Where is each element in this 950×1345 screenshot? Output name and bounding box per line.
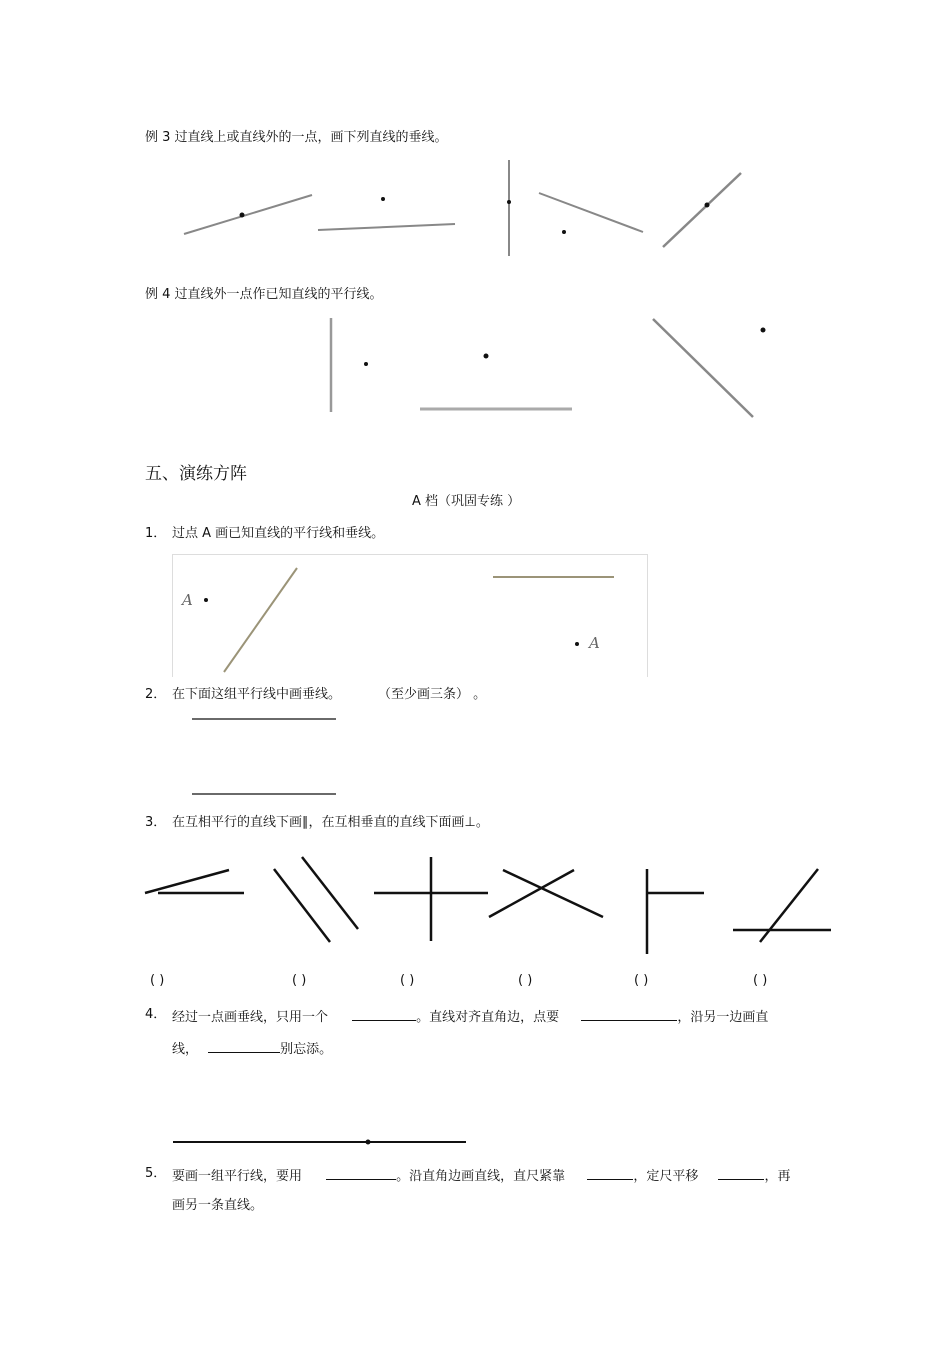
q4-part-1: 经过一点画垂线，只用一个 [172, 1010, 329, 1025]
q5-line-2: 画另一条直线。 [172, 1198, 264, 1213]
q2-number: 2． [145, 687, 167, 702]
q5-blank-2[interactable] [587, 1166, 633, 1180]
example-3-text: 例 3 过直线上或直线外的一点，画下列直线的垂线。 [145, 130, 448, 145]
q5-blank-3[interactable] [718, 1166, 764, 1180]
q3-answer-3[interactable]: ( ) [400, 973, 415, 988]
q1-point-label-1: A [182, 591, 193, 609]
q4-point [366, 1140, 371, 1145]
q5-part-1: 要画一组平行线，要用 [172, 1169, 303, 1184]
q4-part-3: ，沿另一边画直 [677, 1010, 769, 1025]
example-4-text: 例 4 过直线外一点作已知直线的平行线。 [145, 287, 383, 302]
q4-line2-b: 别忘添。 [280, 1042, 333, 1057]
q3-answer-1[interactable]: ( ) [150, 973, 165, 988]
q5-line-1 [172, 1166, 790, 1185]
q5-part-4: ，再 [764, 1169, 791, 1184]
q3-answer-4[interactable]: ( ) [518, 973, 533, 988]
q4-number: 4． [145, 1007, 167, 1022]
q1-point-label-2: A [589, 634, 600, 652]
q5-part-2: 。沿直角边画直线，直尺紧靠 [396, 1169, 566, 1184]
q2-text: 在下面这组平行线中画垂线。 [172, 687, 342, 702]
q3-text: 在互相平行的直线下画∥，在互相垂直的直线下面画⊥。 [172, 815, 489, 830]
q5-number: 5． [145, 1166, 167, 1181]
q1-text: 过点 A 画已知直线的平行线和垂线。 [172, 526, 385, 541]
q5-blank-1[interactable] [326, 1166, 396, 1180]
level-a-title: A 档（巩固专练 ） [412, 494, 521, 509]
q1-number: 1． [145, 526, 167, 541]
q5-part-3: ，定尺平移 [633, 1169, 699, 1184]
q4-part-2: 。直线对齐直角边，点要 [416, 1010, 560, 1025]
q3-answer-6[interactable]: ( ) [753, 973, 768, 988]
q2-note: （至少画三条） 。 [378, 687, 487, 702]
section-title: 五、演练方阵 [145, 464, 247, 484]
q3-answer-2[interactable]: ( ) [292, 973, 307, 988]
q4-line2-a: 线， [172, 1042, 199, 1057]
q3-answer-5[interactable]: ( ) [634, 973, 649, 988]
q3-number: 3． [145, 815, 167, 830]
